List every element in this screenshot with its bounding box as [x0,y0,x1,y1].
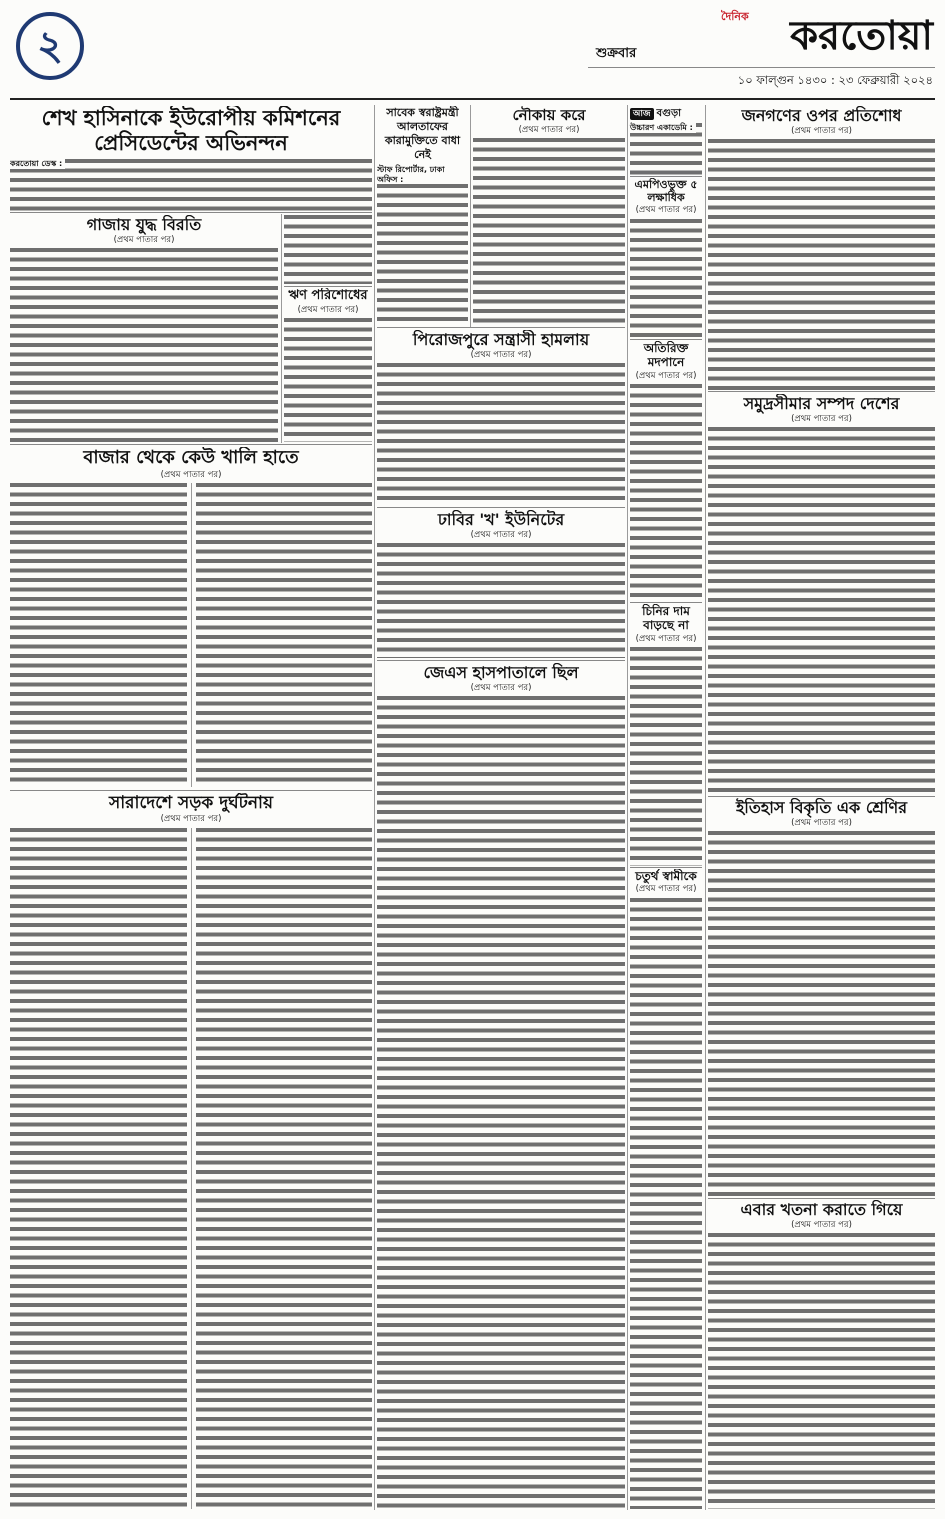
article-sea-boundary [708,394,935,794]
continued-from-label: (প্রথম পাতার পর) [635,633,697,644]
article-headline: এমপিওভুক্ত ৫ লক্ষাধিক [634,178,698,205]
story-rule [10,444,372,445]
article-dhabi [377,510,625,658]
article-headline: ইতিহাস বিকৃতি এক শ্রেণির [735,798,908,817]
column-rule [470,105,471,327]
story-rule [10,212,372,213]
article-body-text [377,543,625,658]
continued-from-label: (প্রথম পাতার পর) [470,350,532,361]
continued-from-label: (প্রথম পাতার পর) [113,235,175,246]
article-eu-greeting [10,106,372,211]
continued-from-label: (প্রথম পাতার পর) [297,304,359,315]
story-rule [630,867,702,868]
article-headline: পিরোজপুরে সন্ত্রাসী হামলায় [412,330,590,349]
continued-from-label: (প্রথম পাতার পর) [470,683,532,694]
story-rule [630,339,702,340]
newspaper-logo [713,4,933,64]
section-tag-prefix: আজ [630,108,654,120]
article-headline: জেএস হাসপাতালে ছিল [423,663,579,682]
continued-from-label: (প্রথম পাতার পর) [791,414,852,425]
continued-from-label: (প্রথম পাতার পর) [791,126,852,137]
article-body-text [708,427,935,794]
article-body-text [630,647,702,866]
article-fourth-husband [630,869,702,1509]
article-headline: চিনির দাম বাড়ছে না [642,604,690,633]
article-body-text [630,219,702,338]
continued-from-label: (প্রথম পাতার পর) [518,125,580,135]
article-headline: সারাদেশে সড়ক দুর্ঘটনায় [109,793,273,813]
text-column [10,828,187,1509]
text-column [196,483,373,787]
article-bazar [10,447,372,787]
article-headline: চতুর্থ স্বামীকে [635,869,697,883]
continued-from-label: (প্রথম পাতার পর) [791,1220,852,1231]
article-body-continued [284,215,372,284]
continued-from-label: (প্রথম পাতার পর) [470,530,532,541]
story-rule [630,176,702,177]
masthead-rule [10,98,935,100]
text-column [196,828,373,1509]
headline-line: প্রেসিডেন্টের অভিনন্দন [94,131,288,155]
article-pirojpur [377,330,625,505]
article-history-distortion [708,798,935,1196]
logo-title: করতোয়া [790,12,933,59]
article-byline: করতোয়া ডেস্ক : [10,159,65,169]
article-road-accident [10,793,372,1509]
story-rule [377,327,625,328]
continued-from-label: (প্রথম পাতার পর) [635,370,697,381]
weekday: শুক্রবার [596,46,637,61]
story-rule [377,660,625,661]
article-body-text [708,1233,935,1509]
article-headline: জনগণের ওপর প্রতিশোধ [741,106,902,125]
article-js-hospital [377,663,625,1509]
article-body-text [10,248,278,442]
headline-line: শেখ হাসিনাকে ইউরোপীয় কমিশনের [41,106,341,130]
story-rule [708,1198,935,1199]
article-headline [10,106,372,156]
continued-from-label: (প্রথম পাতার পর) [160,814,222,825]
article-sugar [630,604,702,866]
article-alcohol [630,341,702,601]
column-rule [191,828,192,1509]
article-gaza [10,215,278,442]
story-rule [284,286,372,287]
article-loan [284,288,372,442]
article-headline: বাজার থেকে কেউ খালি হাতে [83,447,299,468]
article-headline: ঢাবির 'খ' ইউনিটের [437,510,565,529]
article-headline [377,106,468,162]
article-byline: উচ্চারণ একাডেমি : [630,123,696,133]
article-body-text [10,159,372,211]
story-rule [708,796,935,797]
article-body-text [377,363,625,505]
article-body-text [708,139,935,390]
headline-line: সাবেক স্বরাষ্ট্রমন্ত্রী আলতাফের [386,106,459,133]
article-body-text [10,483,372,787]
headline-line: কারামুক্তিতে বাধা নেই [384,134,461,161]
date-rule [588,67,935,68]
article-headline: ঋণ পরিশোধের [288,288,368,303]
article-body-text [708,831,935,1196]
article-byline: স্টাফ রিপোর্টার, ঢাকা অফিস : [377,165,468,184]
column-rule [281,214,282,443]
article-headline: অতিরিক্ত মদপানে [643,341,689,370]
continued-from-label: (প্রথম পাতার পর) [635,205,697,216]
article-mpo [630,178,702,338]
continued-from-label: (প্রথম পাতার পর) [791,818,852,829]
article-body-text [473,138,625,325]
article-headline: এবার খতনা করাতে গিয়ে [740,1200,903,1219]
column-rule [374,105,375,1510]
article-body-text [630,898,702,1509]
text-column [10,483,187,787]
section-tag [630,107,681,121]
column-rule [705,105,706,1510]
date-line: ১০ ফাল্গুন ১৪৩০ : ২৩ ফেব্রুয়ারী ২০২৪ [737,73,933,87]
page-number-badge: ২ [16,12,84,80]
column-rule [627,105,628,1510]
story-rule [630,602,702,603]
article-circumcision [708,1200,935,1509]
story-rule [708,391,935,392]
continued-from-label: (প্রথম পাতার পর) [160,469,222,480]
article-revenge [708,106,935,390]
story-rule [10,790,372,791]
article-altaf [377,106,468,325]
article-body-text [10,828,372,1509]
article-body-text [284,318,372,442]
column-rule [191,483,192,787]
story-rule [377,507,625,508]
article-headline: নৌকায় করে [512,106,586,124]
article-body-text [377,165,468,325]
article-boat [473,106,625,325]
article-body-text [377,696,625,1509]
article-body-text [630,384,702,601]
continued-from-label: (প্রথম পাতার পর) [635,884,697,895]
logo-prefix: দৈনিক [721,10,749,23]
section-tag-label: বগুড়া [656,107,682,119]
article-headline: সমুদ্রসীমার সম্পদ দেশের [743,394,900,413]
article-body-text [630,123,702,175]
article-headline: গাজায় যুদ্ধ বিরতি [86,215,202,234]
